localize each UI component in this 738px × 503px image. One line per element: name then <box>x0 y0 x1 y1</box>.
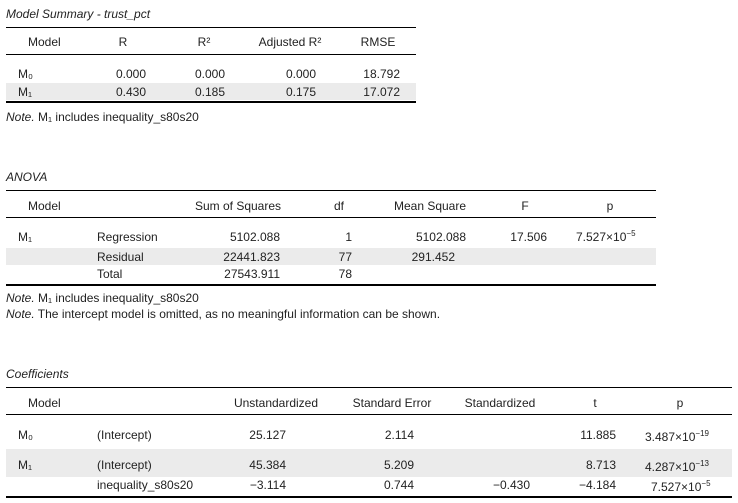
model-cell: M₁ <box>18 85 33 99</box>
r2-cell: 0.000 <box>194 67 225 81</box>
col-header-unstandardized: Unstandardized <box>233 396 319 410</box>
p-base: 7.527×10 <box>576 230 627 244</box>
col-header-r2: R² <box>197 35 211 49</box>
ms-cell: 291.452 <box>411 250 455 264</box>
anova-note-2 <box>6 307 440 321</box>
p-exponent: −19 <box>695 429 709 438</box>
anova-note-1 <box>6 291 199 305</box>
table-bottom-rule <box>6 284 656 286</box>
col-header-r: R <box>118 35 128 49</box>
note-text: The intercept model is omitted, as no meaningful information can be shown. <box>34 307 441 321</box>
table-top-rule <box>6 190 656 191</box>
standardized-cell: −0.430 <box>492 478 530 492</box>
model-summary-title: Model Summary - trust_pct <box>6 7 151 21</box>
note-label: Note. <box>6 291 35 305</box>
table-header-rule <box>6 414 732 415</box>
model-cell: M₀ <box>18 67 33 81</box>
col-header-adjusted-r2: Adjusted R² <box>258 35 322 49</box>
standard-error-cell: 0.744 <box>383 478 414 492</box>
note-text: M₁ includes inequality_s80s20 <box>34 291 199 305</box>
df-cell: 1 <box>345 230 352 244</box>
col-header-rmse: RMSE <box>360 35 396 49</box>
ss-cell: 22441.823 <box>223 250 280 264</box>
unstandardized-cell: 45.384 <box>249 458 286 472</box>
t-cell: 11.885 <box>580 428 616 442</box>
term-cell: (Intercept) <box>97 458 152 472</box>
p-cell <box>651 480 711 494</box>
ms-cell: 5102.088 <box>415 230 466 244</box>
p-exponent: −13 <box>695 459 709 468</box>
coefficients-title: Coefficients <box>6 367 69 381</box>
adj-r2-cell: 0.000 <box>285 67 316 81</box>
anova-title: ANOVA <box>6 170 48 184</box>
ss-cell: 27543.911 <box>224 267 280 281</box>
unstandardized-cell: −3.114 <box>249 478 286 492</box>
ss-cell: 5102.088 <box>229 230 280 244</box>
col-header-model: Model <box>28 396 61 410</box>
col-header-model: Model <box>28 35 61 49</box>
term-cell: (Intercept) <box>97 428 152 442</box>
col-header-standard-error: Standard Error <box>352 396 432 410</box>
p-cell <box>645 430 709 444</box>
r-cell: 0.430 <box>115 85 146 99</box>
t-cell: 8.713 <box>585 458 616 472</box>
r-cell: 0.000 <box>115 67 146 81</box>
p-base: 4.287×10 <box>645 460 696 474</box>
col-header-p: p <box>606 199 614 213</box>
col-header-model: Model <box>28 199 61 213</box>
table-header-rule <box>6 217 656 218</box>
t-cell: −4.184 <box>578 478 616 492</box>
term-cell: inequality_s80s20 <box>97 478 194 492</box>
df-cell: 78 <box>338 267 352 281</box>
model-summary-note <box>6 110 199 124</box>
col-header-t: t <box>593 396 597 410</box>
p-cell <box>576 230 636 244</box>
table-header-rule <box>6 54 416 55</box>
p-base: 7.527×10 <box>651 480 702 494</box>
p-base: 3.487×10 <box>645 430 696 444</box>
col-header-p: p <box>676 396 684 410</box>
r2-cell: 0.185 <box>194 85 225 99</box>
table-top-rule <box>6 27 416 28</box>
col-header-sum-of-squares: Sum of Squares <box>194 199 282 213</box>
note-text: M₁ includes inequality_s80s20 <box>34 110 199 124</box>
f-cell: 17.506 <box>510 230 547 244</box>
note-label: Note. <box>6 307 35 321</box>
source-cell: Total <box>97 267 123 281</box>
table-bottom-rule <box>6 496 732 498</box>
standard-error-cell: 5.209 <box>383 458 414 472</box>
standard-error-cell: 2.114 <box>384 428 414 442</box>
col-header-df: df <box>333 199 344 213</box>
source-cell: Regression <box>97 230 158 244</box>
col-header-f: F <box>521 199 529 213</box>
unstandardized-cell: 25.127 <box>249 428 286 442</box>
rmse-cell: 17.072 <box>363 85 400 99</box>
model-cell: M₁ <box>18 458 33 472</box>
p-exponent: −5 <box>701 479 711 488</box>
col-header-mean-square: Mean Square <box>393 199 467 213</box>
table-top-rule <box>6 387 732 388</box>
table-bottom-rule <box>6 101 416 103</box>
adj-r2-cell: 0.175 <box>285 85 316 99</box>
col-header-standardized: Standardized <box>464 396 536 410</box>
source-cell: Residual <box>97 250 144 264</box>
p-cell <box>645 460 709 474</box>
rmse-cell: 18.792 <box>363 67 400 81</box>
note-label: Note. <box>6 110 35 124</box>
p-exponent: −5 <box>626 229 636 238</box>
df-cell: 77 <box>338 250 352 264</box>
model-cell: M₁ <box>18 230 33 244</box>
model-cell: M₀ <box>18 428 33 442</box>
